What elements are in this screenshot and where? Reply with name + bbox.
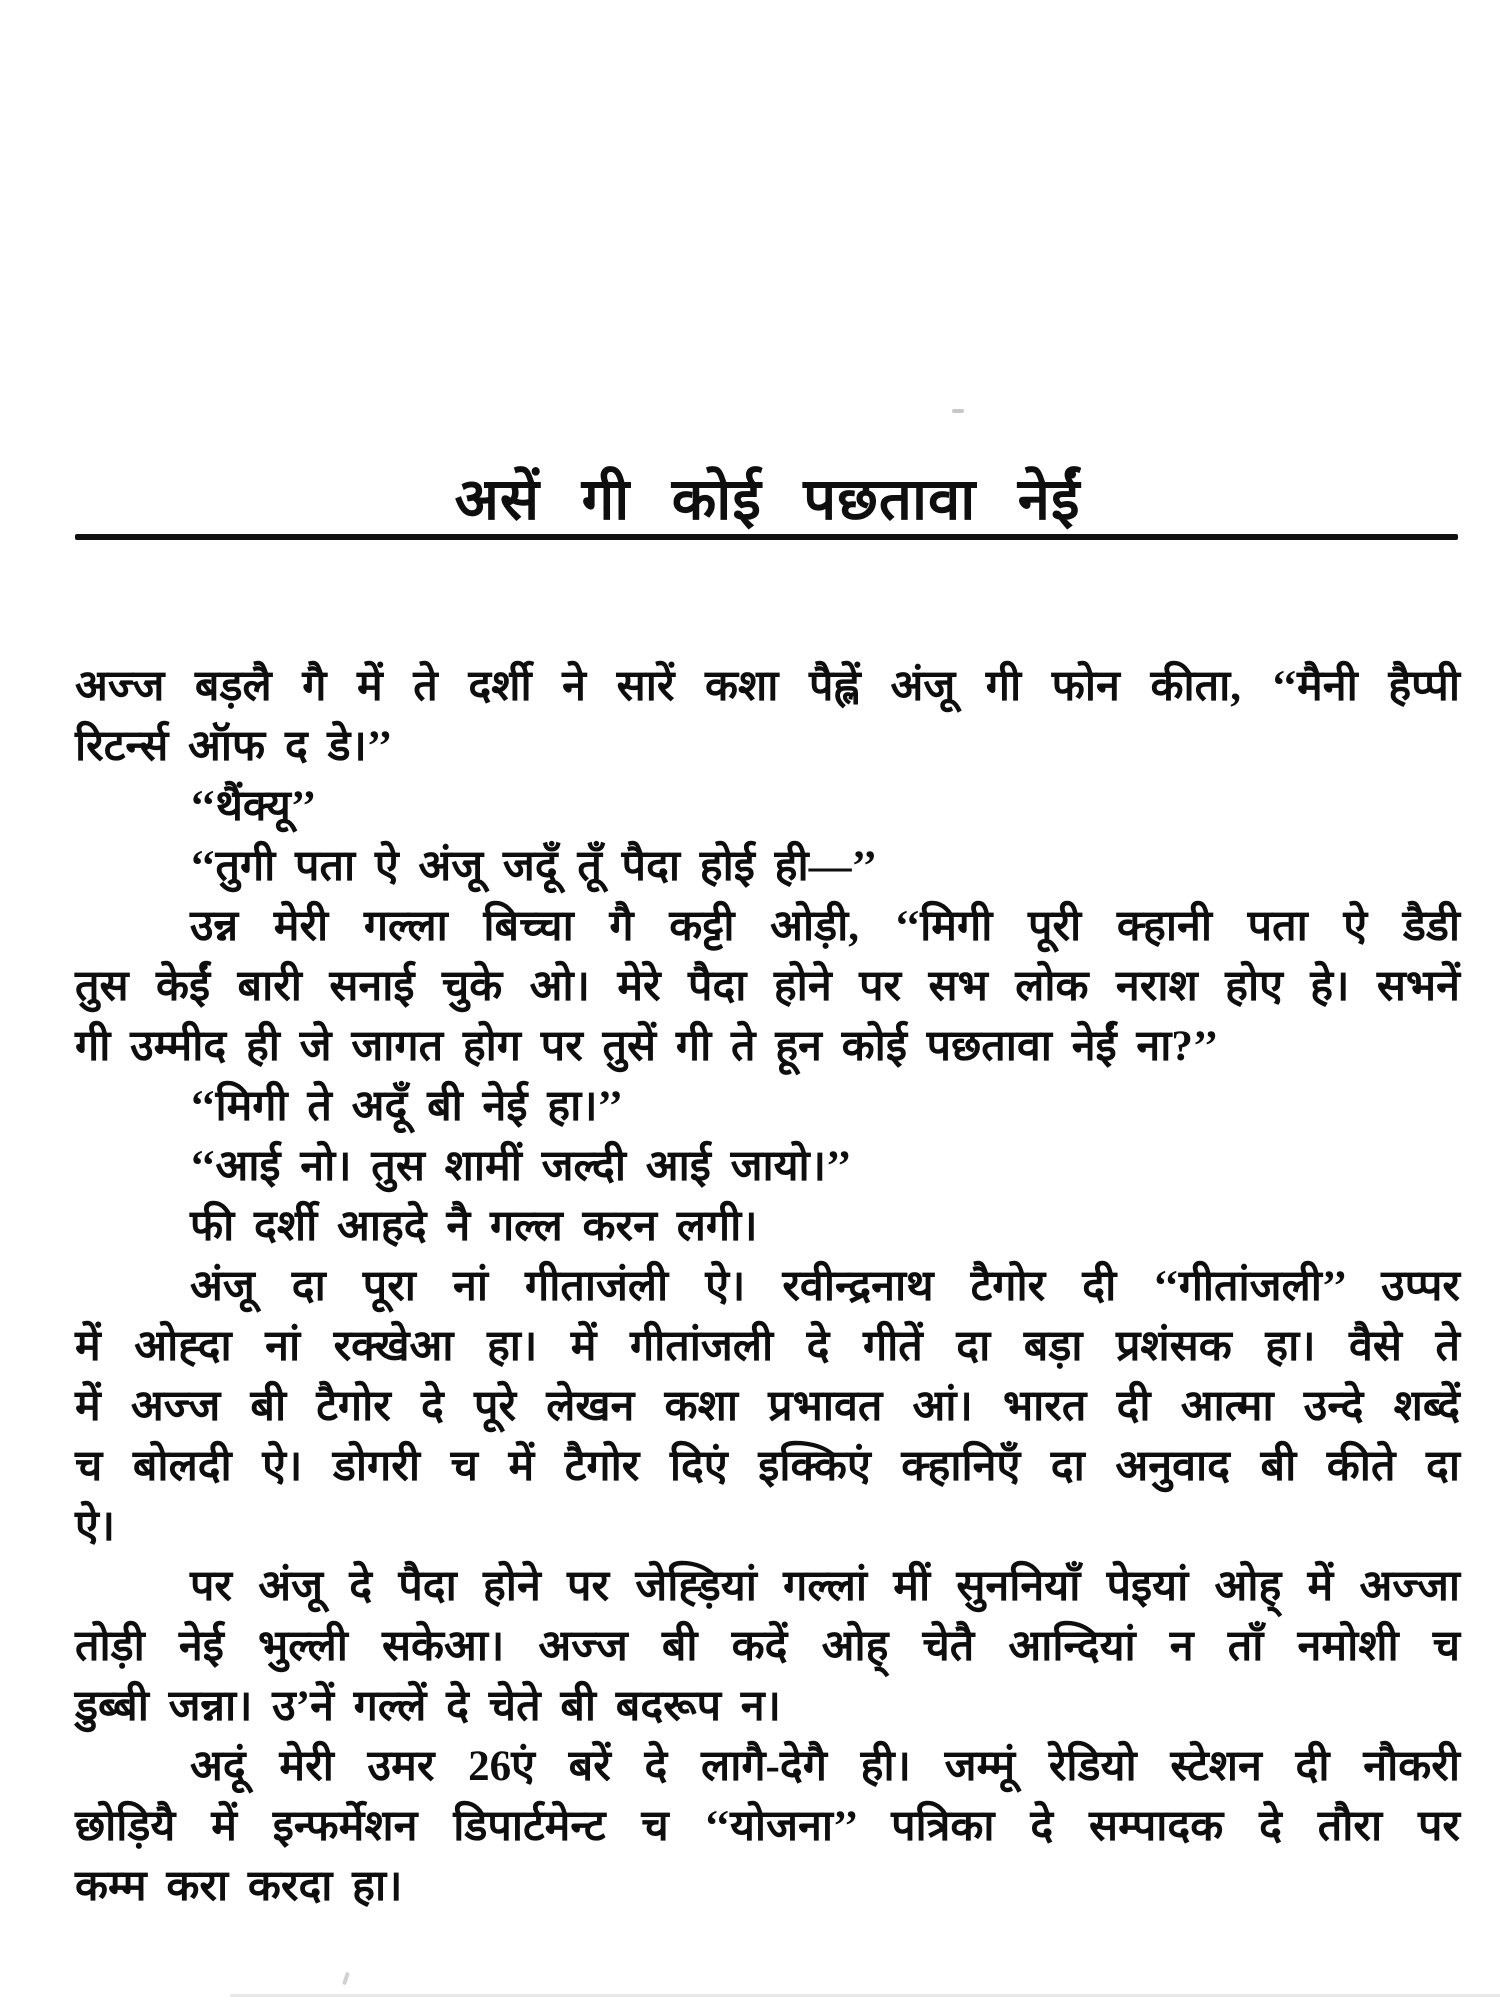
text-line: कम्म करा करदा हा।: [75, 1863, 403, 1910]
text-line: ‘‘थैंक्यू’’: [190, 783, 317, 830]
text-line: तुस केईं बारी सनाई चुके ओ। मेरे पैदा होने पर सभ लोक नराश होए हे। सभनें: [75, 963, 1460, 1010]
text-line: ‘‘मिगी ते अदूँ बी नेई हा।’’: [190, 1083, 623, 1130]
title-divider-rule: [75, 534, 1458, 540]
scan-edge-line: [230, 1994, 1500, 1997]
text-line: छोड़ियै में इन्फर्मेशन डिपार्टमेन्ट च ‘‘योजना’’ पत्रिका दे सम्पादक दे तौरा पर: [75, 1803, 1460, 1850]
text-line: अंजू दा पूरा नां गीताजंली ऐ। रवीन्द्रनाथ टैगोर दी ‘‘गीतांजली’’ उप्पर: [190, 1263, 1460, 1310]
text-line: अज्ज बड़लै गै में ते दर्शी ने सारें कशा पैह्लें अंजू गी फोन कीता, ‘‘मैनी हैप्पी: [75, 663, 1460, 710]
scan-artifact-speck: [342, 1972, 350, 1986]
text-line: ‘‘तुगी पता ऐ अंजू जदूँ तूँ पैदा होई ही—’’: [190, 843, 878, 890]
text-line: में अज्ज बी टैगोर दे पूरे लेखन कशा प्रभावत आं। भारत दी आत्मा उन्दे शब्दें: [75, 1383, 1460, 1430]
text-line: ऐ।: [75, 1503, 116, 1550]
text-line: डुब्बी जन्ना। उ’नें गल्लें दे चेते बी बदरूप न।: [75, 1683, 781, 1730]
text-line: उन्न मेरी गल्ला बिच्चा गै कट्टी ओड़ी, ‘‘मिगी पूरी क्हानी पता ऐ डैडी: [190, 903, 1460, 950]
text-line: रिटर्न्स ऑफ द डे।’’: [75, 723, 393, 770]
text-line: में ओह्दा नां रक्खेआ हा। में गीतांजली दे गीतें दा बड़ा प्रशंसक हा। वैसे ते: [75, 1323, 1460, 1370]
scan-artifact-speck: [952, 409, 964, 413]
text-line: च बोलदी ऐ। डोगरी च में टैगोर दिएं इक्किएं क्हानिएँ दा अनुवाद बी कीते दा: [75, 1443, 1460, 1490]
text-line: तोड़ी नेई भुल्ली सकेआ। अज्ज बी कदें ओह् चेतै आन्दियां न ताँ नमोशी च: [75, 1623, 1460, 1670]
text-line: पर अंजू दे पैदा होने पर जेह्ड़ियां गल्लां मीं सुननियाँ पेइयां ओह् में अज्जा: [190, 1563, 1460, 1610]
chapter-title: असें गी कोई पछतावा नेईं: [454, 466, 1081, 532]
text-line: अदूं मेरी उमर 26एं बरें दे लागै-देगै ही। जम्मूं रेडियो स्टेशन दी नौकरी: [190, 1743, 1460, 1790]
text-block: [75, 658, 1460, 1918]
text-line: गी उम्मीद ही जे जागत होग पर तुसें गी ते हून कोई पछतावा नेईं ना?’’: [75, 1023, 1219, 1070]
text-line: फी दर्शी आहदे नै गल्ल करन लगी।: [190, 1203, 758, 1250]
text-line: ‘‘आई नो। तुस शामीं जल्दी आई जायो।’’: [190, 1143, 852, 1190]
